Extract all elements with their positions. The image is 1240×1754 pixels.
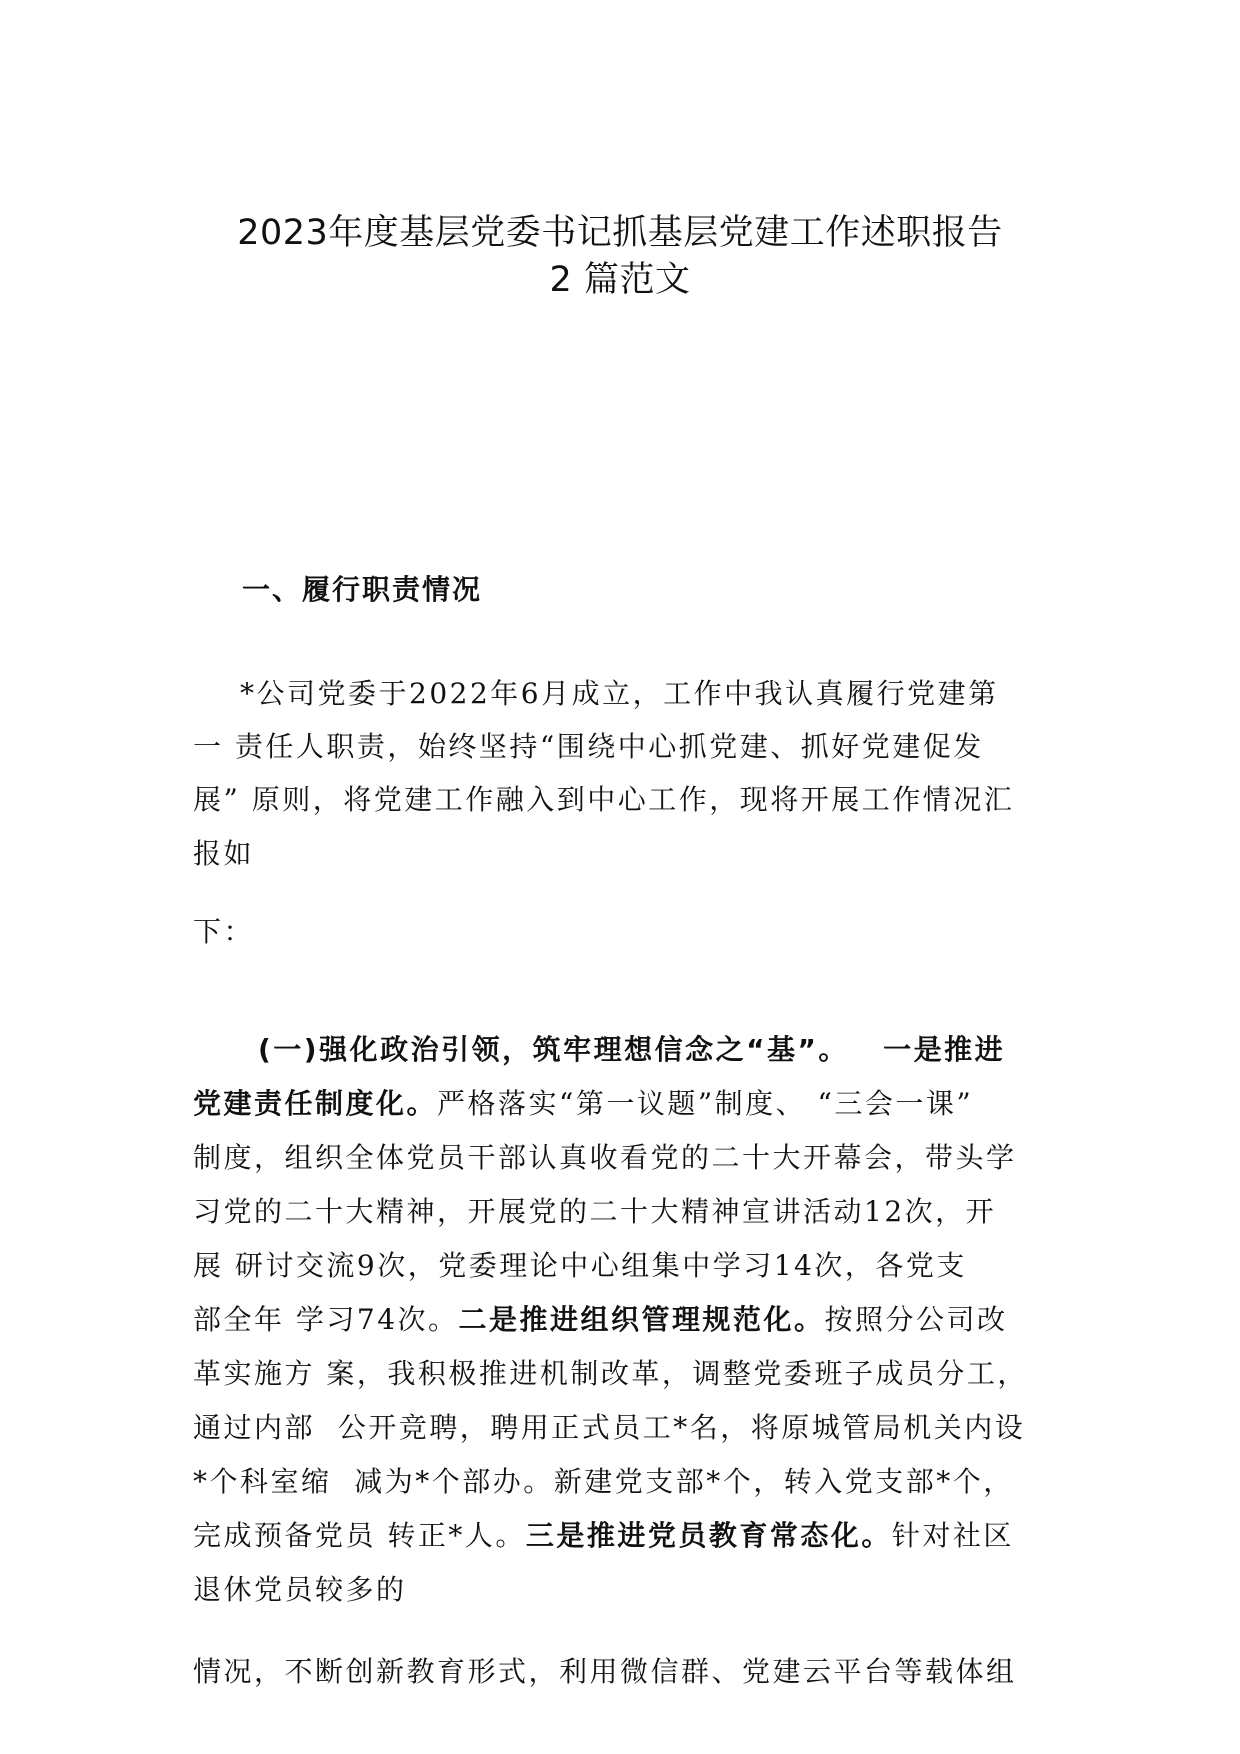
- paragraph-line: 展” 原则，将党建工作融入到中心工作，现将开展工作情况汇: [193, 783, 1015, 816]
- bold-phrase: 二是推进组织管理规范化。: [458, 1303, 825, 1336]
- text-span: 完成预备党员 转正*人。: [193, 1519, 526, 1552]
- text-span: 按照分公司改: [824, 1303, 1008, 1336]
- text-span: 部全年 学习74次。: [193, 1303, 459, 1336]
- section-heading: 一、履行职责情况: [242, 573, 483, 606]
- paragraph-line: 制度，组织全体党员干部认真收看党的二十大开幕会，带头学: [193, 1141, 1017, 1174]
- text-span: 针对社区: [891, 1519, 1014, 1552]
- paragraph-line: *公司党委于2022年6月成立，工作中我认真履行党建第: [240, 677, 999, 710]
- bold-phrase: 一是推进: [883, 1033, 1006, 1066]
- paragraph-line: 下：: [193, 915, 255, 948]
- paragraph-line: [193, 1298, 1008, 1338]
- paragraph-line: [193, 1082, 973, 1122]
- text-span: 严格落实“第一议题”制度、 “三会一课”: [437, 1087, 974, 1120]
- paragraph-line: 报如: [193, 837, 255, 870]
- bold-phrase: 党建责任制度化。: [193, 1087, 438, 1120]
- paragraph-line: [193, 1514, 1014, 1554]
- paragraph-line: *个科室缩 减为*个部办。新建党支部*个，转入党支部*个，: [193, 1465, 1014, 1498]
- paragraph-line: 一 责任人职责，始终坚持“围绕中心抓党建、抓好党建促发: [193, 730, 984, 763]
- paragraph-line: 展 研讨交流9次，党委理论中心组集中学习14次，各党支: [193, 1249, 967, 1282]
- paragraph-line: 退休党员较多的: [193, 1573, 407, 1606]
- paragraph-line: 通过内部 公开竞聘，聘用正式员工*名，将原城管局机关内设: [193, 1411, 1026, 1444]
- paragraph-line: [258, 1028, 1005, 1068]
- subsection-heading: (一)强化政治引领，筑牢理想信念之“基”。: [258, 1033, 849, 1066]
- paragraph-line: 情况，不断创新教育形式，利用微信群、党建云平台等载体组: [193, 1655, 1017, 1688]
- document-title-line-2: 2 篇范文: [549, 260, 691, 300]
- paragraph-line: 习党的二十大精神，开展党的二十大精神宣讲活动12次，开: [193, 1195, 997, 1228]
- document-title-line-1: 2023年度基层党委书记抓基层党建工作述职报告: [237, 213, 1003, 253]
- paragraph-line: 革实施方 案，我积极推进机制改革，调整党委班子成员分工，: [193, 1357, 1028, 1390]
- bold-phrase: 三是推进党员教育常态化。: [525, 1519, 892, 1552]
